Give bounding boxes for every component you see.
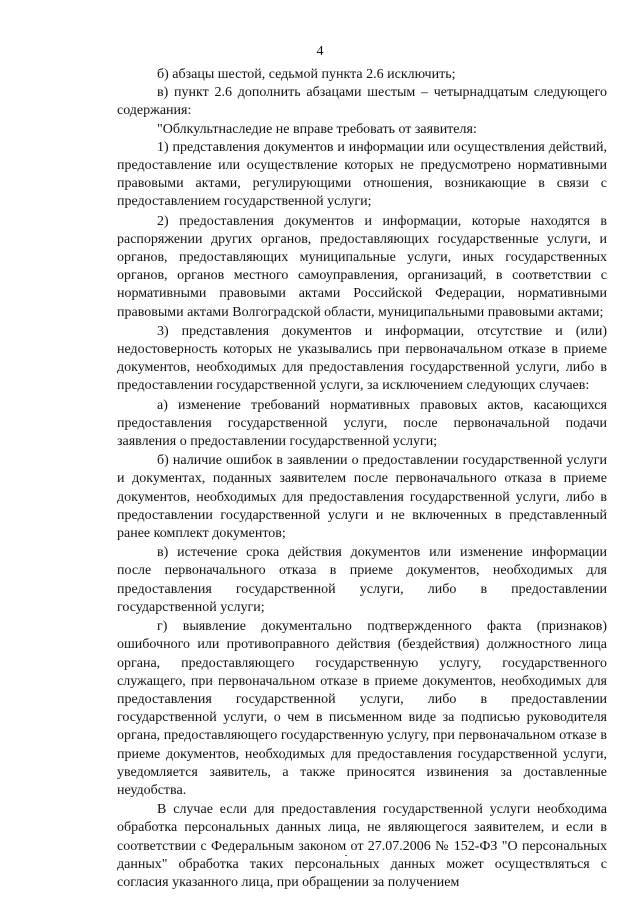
scan-speck xyxy=(345,855,347,856)
paragraph-item-b: б) абзацы шестой, седьмой пункта 2.6 исключить; xyxy=(157,67,456,82)
paragraph-subpoint-v: в) истечение срока действия документов или изменение информации после первоначального отказа в приеме документов, необходимых для предоставления государственной услуги, либо в предоставлении государственной услуги; xyxy=(117,545,607,615)
paragraph-point-3: 3) представления документов и информации, отсутствие и (или) недостоверность которых не указывались при первоначальном отказе в приеме документов, необходимых для предоставления государственной услуги, либо в предоставлении государственной услуги, за исключением следующих случаев: xyxy=(117,323,607,394)
paragraph-item-v: в) пункт 2.6 дополнить абзацами шестым – четырнадцатым следующего содержания: xyxy=(117,85,607,119)
paragraph-personal-data: В случае если для предоставления государственной услуги необходима обработка персональных данных лица, не являющегося заявителем, и если в соответствии с Федеральным законом от 27.07.2006 № 152-ФЗ "О персональных данных" обработка таких персональных данных может осуществляться с согласия указанного лица, при обращении за получением xyxy=(117,802,607,890)
paragraph-subpoint-a: а) изменение требований нормативных правовых актов, касающихся предоставления государственной услуги, после первоначальной подачи заявления о предоставлении государственной услуги; xyxy=(117,397,607,450)
paragraph-subpoint-g: г) выявление документально подтвержденного факта (признаков) ошибочного или противоправного действия (бездействия) должностного лица органа, предоставляющего государственную услугу, государственного служащего, при первоначальном отказе в приеме документов, необходимых для предоставления государственной услуги, либо в предоставлении государственной услуги, о чем в письменном виде за подписью руководителя органа, предоставляющего государственную услугу, при первоначальном отказе в приеме документов, необходимых для предоставления государственной услуги, уведомляется заявитель, а также приносятся извинения за доставленные неудобства. xyxy=(117,619,607,798)
page-number: 4 xyxy=(316,44,324,59)
paragraph-intro-quote: "Облкультнаследие не вправе требовать от заявителя: xyxy=(157,121,477,137)
paragraph-point-2: 2) предоставления документов и информации, которые находятся в распоряжении других органов, предоставляющих государственные услуги, и органов, предоставляющих муниципальные услуги, иных государственных органов, органов местного самоуправления, организаций, в соответствии с нормативными правовыми актами Российской Федерации, нормативными правовыми актами Волгоградской области, муниципальными правовыми актами; xyxy=(117,213,607,320)
document-body xyxy=(117,66,607,892)
paragraph-point-1: 1) представления документов и информации или осуществления действий, предоставление или осуществление которых не предусмотрено нормативными правовыми актами, регулирующими отношения, возникающие в связи с предоставлением государственной услуги; xyxy=(117,139,607,210)
paragraph-subpoint-b: б) наличие ошибок в заявлении о предоставлении государственной услуги и документах, поданных заявителем после первоначального отказа в приеме документов, необходимых для предоставления государственной услуги, либо в предоставлении государственной услуги и не включенных в представленный ранее комплект документов; xyxy=(117,453,607,542)
